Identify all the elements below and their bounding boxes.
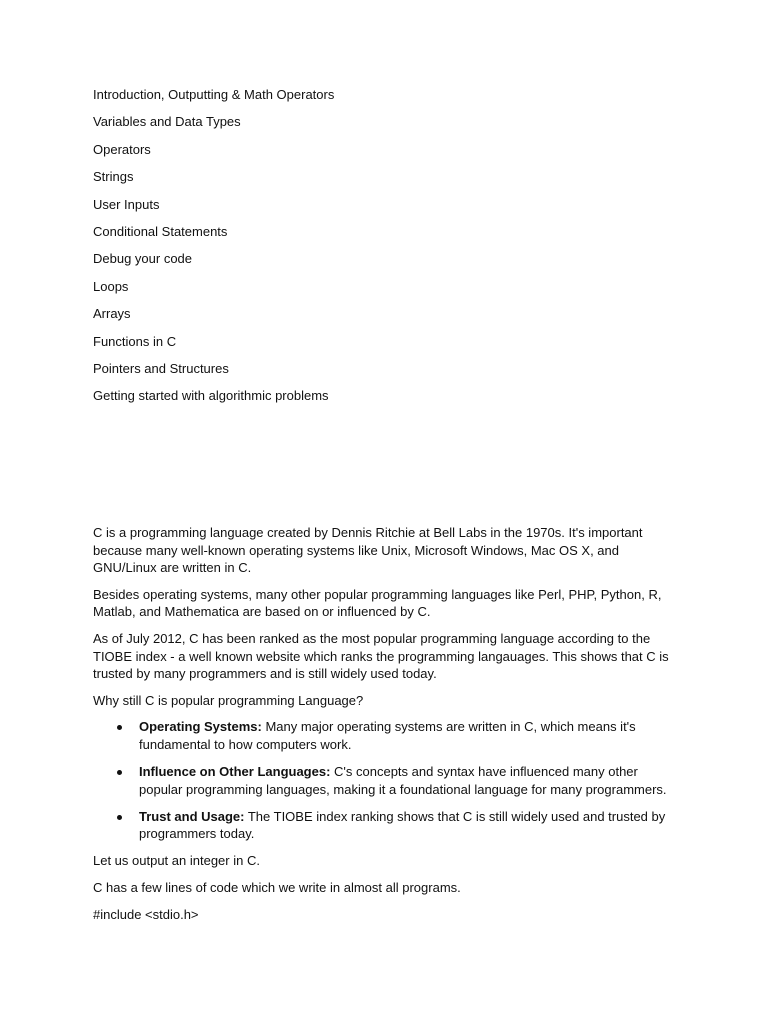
- toc-item-arrays: Arrays: [93, 306, 131, 322]
- toc-item-introduction: Introduction, Outputting & Math Operators: [93, 87, 335, 102]
- bullet-text: The TIOBE index ranking shows that C is still widely used and trusted by programmers today.: [139, 808, 666, 842]
- list-item: [93, 718, 678, 753]
- toc-item-user-inputs: User Inputs: [93, 196, 160, 212]
- table-of-contents: [93, 86, 693, 415]
- bullet-icon: [117, 725, 122, 730]
- list-item: [93, 808, 678, 843]
- toc-item-algorithmic-problems: Getting started with algorithmic problems: [93, 388, 329, 404]
- paragraph-few-lines: C has a few lines of code which we write in almost all programs.: [93, 880, 461, 895]
- code-include-line: #include <stdio.h>: [93, 906, 199, 922]
- toc-item-pointers: Pointers and Structures: [93, 360, 229, 376]
- document-body: [93, 524, 678, 923]
- toc-item-variables: Variables and Data Types: [93, 114, 241, 130]
- bullet-term: Trust and Usage:: [139, 808, 245, 824]
- paragraph-intro: C is a programming language created by Dennis Ritchie at Bell Labs in the 1970s. It's important because many well-known operating systems like Unix, Microsoft Windows, Mac OS X, and GNU/Linux are written in C.: [93, 525, 643, 576]
- bullet-icon: [117, 770, 122, 775]
- bullet-text: Many major operating systems are written in C, which means it's fundamental to how computers work.: [139, 719, 636, 752]
- paragraph-influence: Besides operating systems, many other popular programming languages like Perl, PHP, Python, R, Matlab, and Mathematica are based on or influenced by C.: [93, 586, 662, 620]
- toc-item-conditional-statements: Conditional Statements: [93, 223, 228, 239]
- list-item: [93, 763, 678, 798]
- paragraph-ranking: As of July 2012, C has been ranked as the most popular programming language according to the TIOBE index - a well known website which ranks the programming langauages. This shows that C is trusted by many programmers and is still widely used today.: [93, 630, 669, 682]
- bullet-term: Operating Systems:: [139, 719, 262, 735]
- toc-item-operators: Operators: [93, 141, 151, 157]
- toc-item-debug: Debug your code: [93, 251, 193, 267]
- toc-item-loops: Loops: [93, 278, 129, 294]
- paragraph-why-question: Why still C is popular programming Language?: [93, 692, 364, 708]
- paragraph-output-integer: Let us output an integer in C.: [93, 853, 260, 869]
- toc-item-strings: Strings: [93, 169, 134, 185]
- bullet-text: C's concepts and syntax have influenced many other popular programming languages, making it a foundational language for many programmers.: [139, 764, 667, 797]
- toc-item-functions: Functions in C: [93, 333, 177, 349]
- bullet-term: Influence on Other Languages:: [139, 764, 331, 780]
- bullet-icon: [117, 815, 122, 820]
- reasons-list: [93, 718, 678, 843]
